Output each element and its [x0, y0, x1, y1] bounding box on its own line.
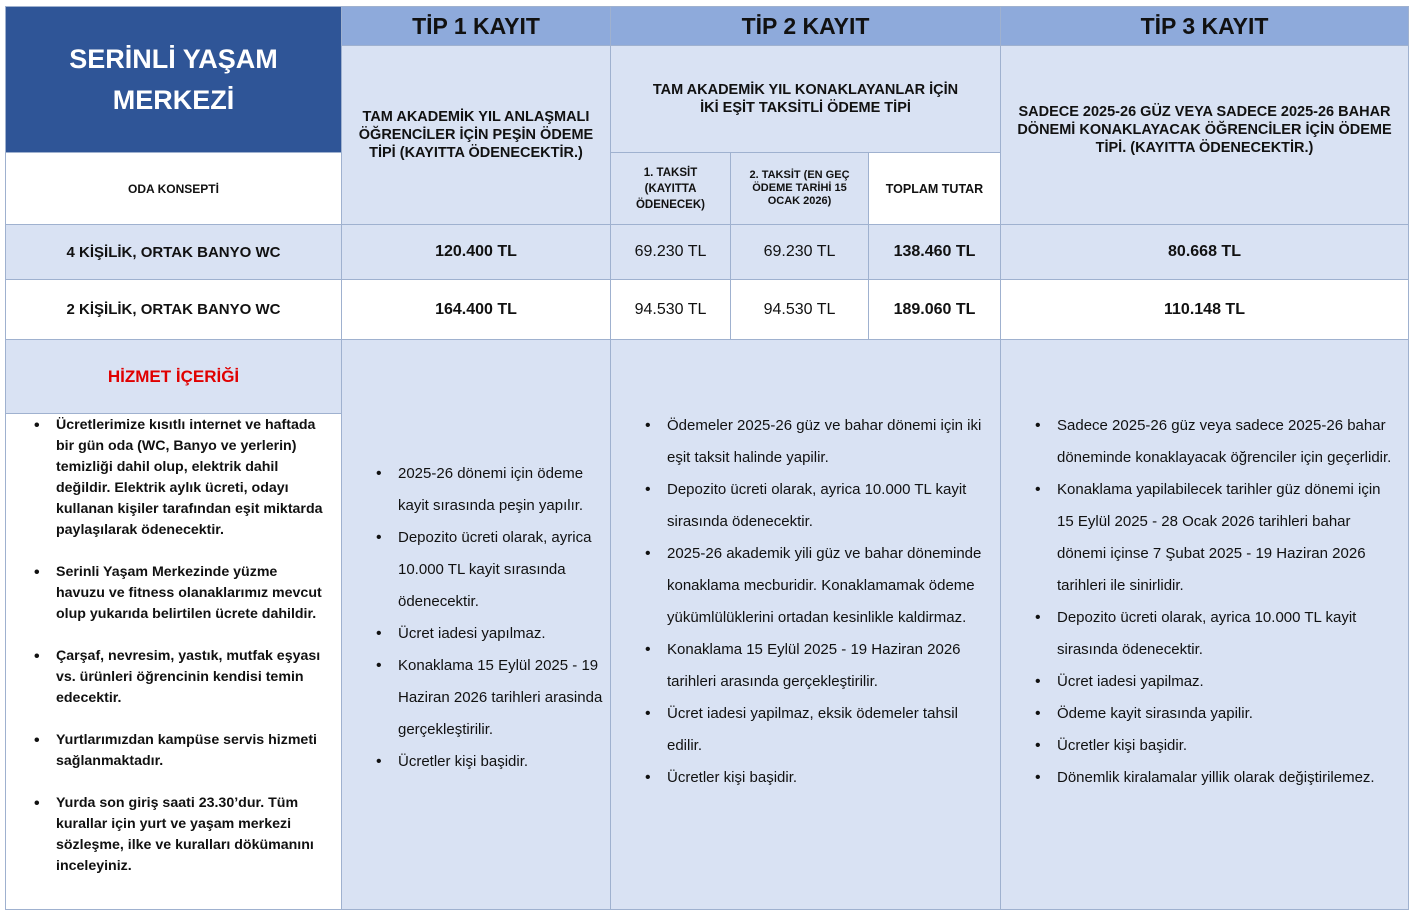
services-items: [30, 415, 329, 877]
list-item: • 2025-26 dönemi için ödeme kayit sırasında peşin yapılır.: [372, 458, 604, 522]
tip1-description: [341, 45, 611, 225]
tip2-installment2-price: 94.530 TL: [763, 300, 836, 318]
list-item: • Yurda son giriş saati 23.30’dur. Tüm kurallar için yurt ve yaşam merkezi sözleşme, ilke ve kuralları dökümanını inceleyiniz.: [30, 793, 329, 877]
tip3-price: 110.148 TL: [1164, 300, 1245, 318]
list-item: • Ücret iadesi yapılmaz.: [372, 618, 604, 650]
tip2-installment1-price: 69.230 TL: [634, 243, 707, 260]
room-type-label: 4 KİŞİLİK, ORTAK BANYO WC: [66, 243, 281, 261]
list-item: • Sadece 2025-26 güz veya sadece 2025-26 bahar döneminde konaklayacak öğrenciler için geçerlidir.: [1031, 410, 1400, 474]
tip2-col-installment1-text: 1. TAKSİT (KAYITTA ÖDENECEK): [635, 166, 705, 211]
price-cell: [868, 224, 1001, 280]
list-item: • Ücretlerimize kısıtlı internet ve haftada bir gün oda (WC, Banyo ve yerlerin) temizliği dahil olup, elektrik dahil değildir. Elektrik aylık ücreti, odayı kullanan kişiler tarafından eşit miktarda paylaşılarak ödenecektir.: [30, 415, 329, 541]
price-cell: [341, 224, 611, 280]
tip2-policy-items: [641, 410, 986, 794]
tip2-col-total: [868, 152, 1001, 225]
price-cell: [1000, 224, 1409, 280]
list-item: • Ücretler kişi başidir.: [641, 762, 986, 794]
tip2-col-installment2-text: 2. TAKSİT (EN GEÇ ÖDEME TARİHİ 15 OCAK 2026): [749, 169, 850, 207]
list-item: • 2025-26 akademik yili güz ve bahar döneminde konaklama mecburidir. Konaklamamak ödeme yükümlülüklerini ortadan kesinlikle kaldirmaz.: [641, 538, 986, 634]
list-item: • Konaklama yapilabilecek tarihler güz dönemi için 15 Eylül 2025 - 28 Ocak 2026 tarihleri bahar dönemi içinse 7 Şubat 2025 - 19 Haziran 2026 tarihleri ile sinirlidir.: [1031, 474, 1400, 602]
list-item: • Ödemeler 2025-26 güz ve bahar dönemi için iki eşit taksit halinde yapilir.: [641, 410, 986, 474]
tip3-price: 80.668 TL: [1168, 243, 1241, 260]
room-concept-text: ODA KONSEPTİ: [128, 181, 219, 196]
table-row-label: [5, 224, 342, 280]
services-list: [5, 413, 342, 910]
price-cell: [1000, 279, 1409, 340]
center-name: [5, 6, 342, 153]
tip1-policy-items: [372, 458, 604, 778]
list-item: • Yurtlarımızdan kampüse servis hizmeti sağlanmaktadır.: [30, 730, 329, 772]
tip2-description: [610, 45, 1001, 153]
tip2-total-price: 189.060 TL: [893, 300, 976, 318]
list-item: • Depozito ücreti olarak, ayrica 10.000 TL kayit sirasında ödenecektir.: [1031, 602, 1400, 666]
list-item: • Ücretler kişi başidir.: [1031, 730, 1400, 762]
tip3-description: [1000, 45, 1409, 225]
list-item: • Ücret iadesi yapilmaz, eksik ödemeler tahsil edilir.: [641, 698, 986, 762]
price-cell: [341, 279, 611, 340]
tip2-col-installment1: [610, 152, 731, 225]
list-item: • Çarşaf, nevresim, yastık, mutfak eşyası vs. ürünleri öğrencinin kendisi temin edecektir.: [30, 646, 329, 709]
list-item: • Depozito ücreti olarak, ayrica 10.000 TL kayit sirasında ödenecektir.: [641, 474, 986, 538]
list-item: • Serinli Yaşam Merkezinde yüzme havuzu ve fitness olanaklarımız mevcut olup yukarıda belirtilen ücrete dahildir.: [30, 562, 329, 625]
room-type-label: 2 KİŞİLİK, ORTAK BANYO WC: [66, 301, 281, 318]
price-cell: [730, 224, 869, 280]
tip2-description-text: TAM AKADEMİK YIL KONAKLAYANLAR İÇİN İKİ EŞİT TAKSİTLİ ÖDEME TİPİ: [652, 82, 959, 116]
services-title: [5, 339, 342, 414]
tip3-policy-items: [1031, 410, 1400, 794]
room-concept-label: [5, 152, 342, 225]
list-item: • Dönemlik kiralamalar yillik olarak değiştirilemez.: [1031, 762, 1400, 794]
tip2-installment2-price: 69.230 TL: [763, 243, 836, 260]
list-item: • Ücretler kişi başidir.: [372, 746, 604, 778]
tip1-price: 120.400 TL: [435, 243, 517, 260]
price-cell: [730, 279, 869, 340]
list-item: • Konaklama 15 Eylül 2025 - 19 Haziran 2026 tarihleri arasında gerçekleştirilir.: [641, 634, 986, 698]
price-cell: [610, 279, 731, 340]
price-cell: [868, 279, 1001, 340]
price-cell: [610, 224, 731, 280]
tip2-col-installment2: [730, 152, 869, 225]
services-title-text: HİZMET İÇERİĞİ: [107, 366, 240, 386]
tip2-policies: [610, 339, 1001, 910]
list-item: • Depozito ücreti olarak, ayrica 10.000 TL kayit sırasında ödenecektir.: [372, 522, 604, 618]
list-item: • Konaklama 15 Eylül 2025 - 19 Haziran 2026 tarihleri arasinda gerçekleştirilir.: [372, 650, 604, 746]
tip1-title: [341, 6, 611, 46]
tip2-col-total-text: TOPLAM TUTAR: [885, 181, 984, 196]
table-row-label: [5, 279, 342, 340]
tip2-total-price: 138.460 TL: [893, 243, 976, 260]
tip2-title: [610, 6, 1001, 46]
tip3-title-text: TİP 3 KAYIT: [1140, 12, 1269, 39]
tip2-title-text: TİP 2 KAYIT: [741, 12, 870, 39]
tip3-title: [1000, 6, 1409, 46]
tip1-description-text: TAM AKADEMİK YIL ANLAŞMALI ÖĞRENCİLER İÇİN PEŞİN ÖDEME TİPİ (KAYITTA ÖDENECEKTİR.): [358, 109, 594, 161]
tip3-policies: [1000, 339, 1409, 910]
tip1-price: 164.400 TL: [435, 300, 517, 318]
center-name-text: SERİNLİ YAŞAM MERKEZİ: [69, 43, 278, 115]
tip2-installment1-price: 94.530 TL: [634, 300, 707, 318]
tip1-policies: [341, 339, 611, 910]
tip1-title-text: TİP 1 KAYIT: [412, 12, 540, 39]
tip3-description-text: SADECE 2025-26 GÜZ VEYA SADECE 2025-26 BAHAR DÖNEMİ KONAKLAYACAK ÖĞRENCİLER İÇİN ÖDEME TİPİ. (KAYITTA ÖDENECEKTİR.): [1017, 104, 1392, 156]
list-item: • Ödeme kayit sirasında yapilir.: [1031, 698, 1400, 730]
list-item: • Ücret iadesi yapilmaz.: [1031, 666, 1400, 698]
